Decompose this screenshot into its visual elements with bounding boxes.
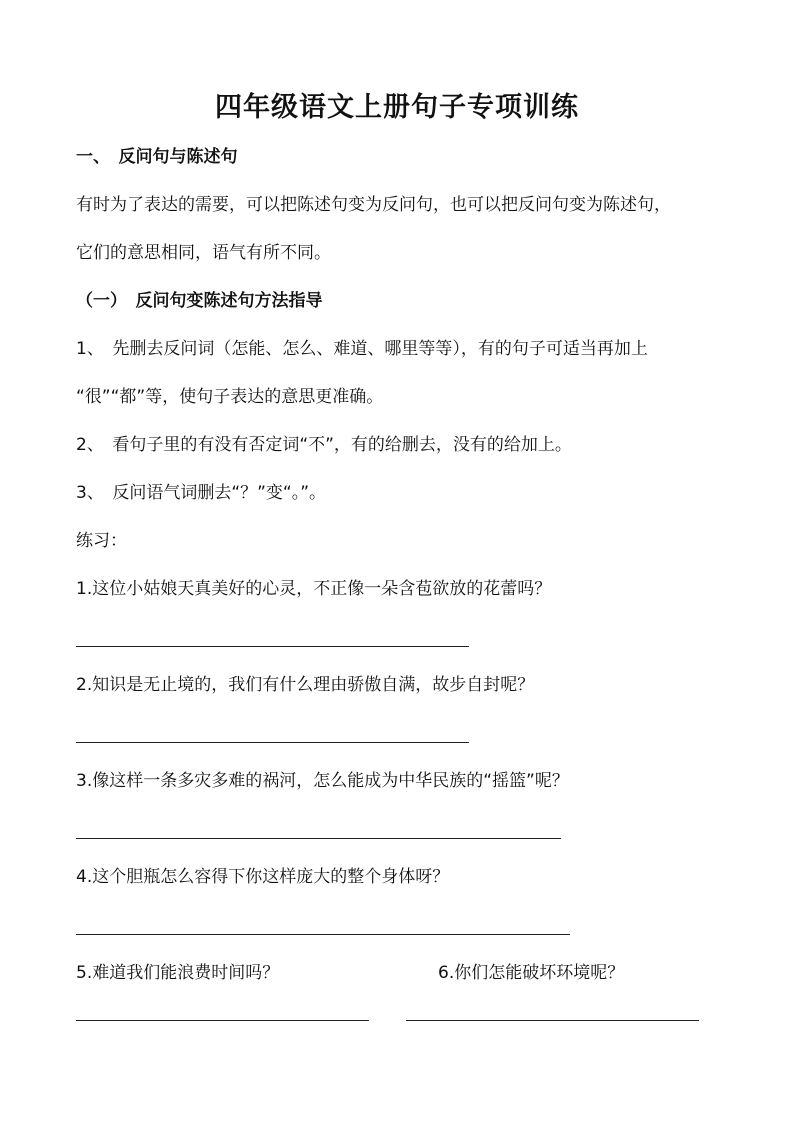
tip-1-line-1: 1、 先删去反问词（怎能、怎么、难道、哪里等等），有的句子可适当再加上 bbox=[76, 339, 648, 359]
practice-label: 练习： bbox=[76, 531, 127, 551]
answer-blank-6[interactable] bbox=[406, 1020, 699, 1021]
tip-2: 2、 看句子里的有没有否定词“不”，有的给删去，没有的给加上。 bbox=[76, 435, 572, 455]
subsection-heading-method-guide: （一） 反问句变陈述句方法指导 bbox=[76, 291, 323, 311]
answer-blank-3[interactable] bbox=[76, 838, 561, 839]
section-heading-rhetorical-question: 一、 反问句与陈述句 bbox=[76, 147, 238, 167]
question-6: 6.你们怎能破坏环境呢？ bbox=[438, 963, 625, 983]
question-5: 5.难道我们能浪费时间吗？ bbox=[76, 963, 280, 983]
answer-blank-5[interactable] bbox=[76, 1020, 369, 1021]
question-2: 2.知识是无止境的，我们有什么理由骄傲自满，故步自封呢？ bbox=[76, 675, 535, 695]
page-title: 四年级语文上册句子专项训练 bbox=[215, 92, 579, 123]
tip-1-line-2: “很”“都”等，使句子表达的意思更准确。 bbox=[76, 387, 384, 407]
question-4: 4.这个胆瓶怎么容得下你这样庞大的整个身体呀？ bbox=[76, 867, 450, 887]
answer-blank-4[interactable] bbox=[76, 934, 570, 935]
answer-blank-1[interactable] bbox=[76, 646, 469, 647]
answer-blank-2[interactable] bbox=[76, 742, 469, 743]
question-1: 1.这位小姑娘天真美好的心灵，不正像一朵含苞欲放的花蕾吗？ bbox=[76, 579, 552, 599]
intro-text-line-2: 它们的意思相同，语气有所不同。 bbox=[76, 243, 331, 263]
intro-text-line-1: 有时为了表达的需要，可以把陈述句变为反问句，也可以把反问句变为陈述句， bbox=[76, 195, 671, 215]
tip-3: 3、 反问语气词删去“？”变“。”。 bbox=[76, 483, 327, 503]
question-3: 3.像这样一条多灾多难的祸河，怎么能成为中华民族的“摇篮”呢？ bbox=[76, 771, 569, 791]
